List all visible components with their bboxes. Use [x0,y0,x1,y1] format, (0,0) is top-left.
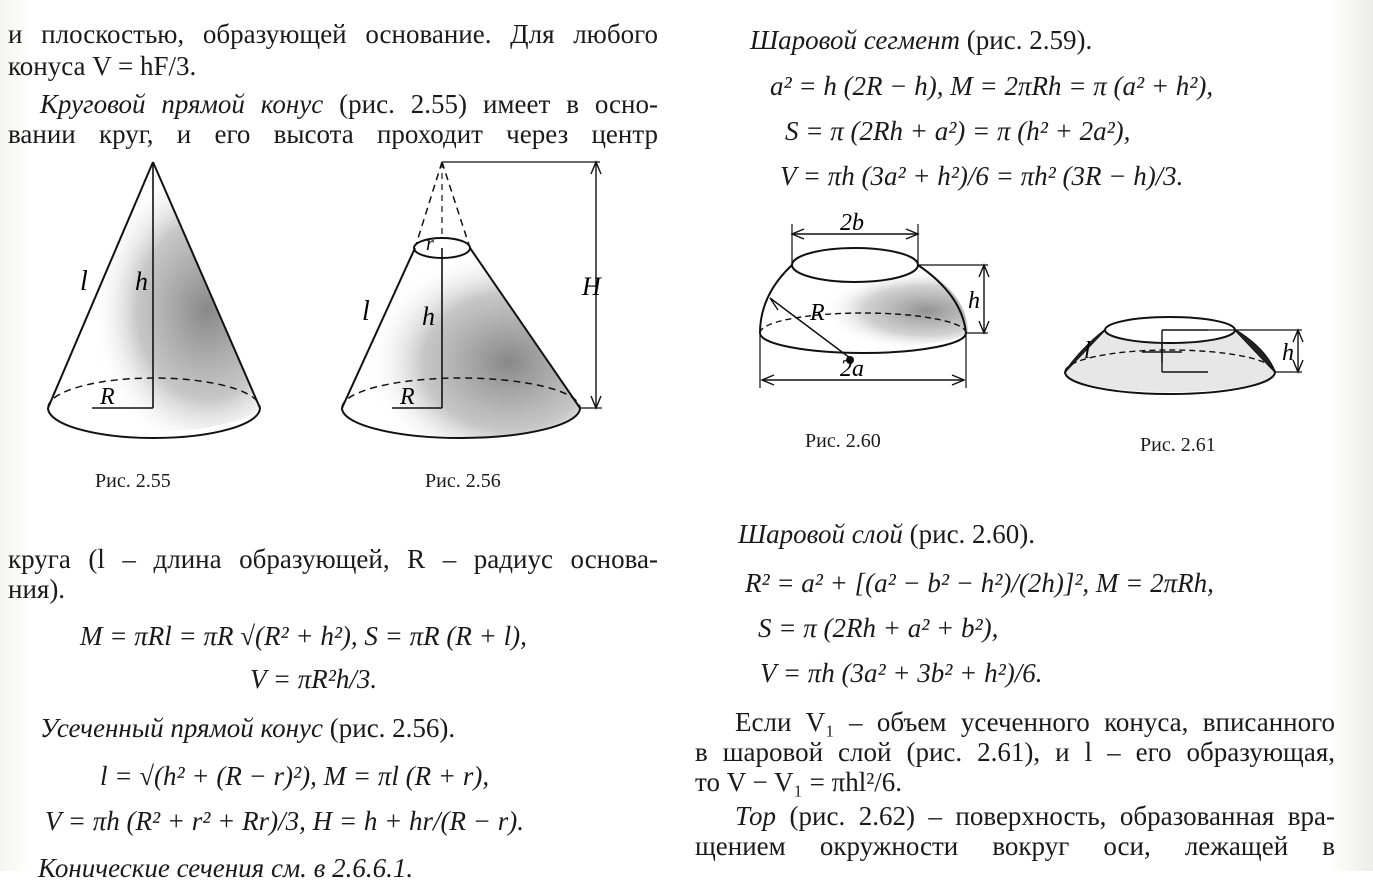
formula-layer-S: S = π (2Rh + a² + b²), [758,613,999,643]
label-l: l [1084,338,1091,364]
label-R: R [100,384,115,410]
formula-frustum-volume: V = πh (R² + r² + Rr)/3, H = h + hr/(R − r). [45,806,525,836]
formula-layer-V: V = πh (3a² + 3b² + h²)/6. [760,658,1043,688]
paragraph-line [735,800,1335,832]
formula-segment-S: S = π (2Rh + a²) = π (h² + 2a²), [785,116,1131,146]
term-spherical-layer: Шаровой слой [738,519,903,549]
label-h: h [135,267,148,296]
text-span: (рис. 2.56). [323,713,456,743]
label-2a: 2a [840,356,864,382]
figure-caption-2-56: Рис. 2.56 [425,470,501,492]
paragraph-line: конуса V = hF/3. [8,51,197,81]
paragraph-line [738,518,1035,550]
paragraph-line: ния). [8,574,66,604]
figure-2-56-frustum [330,150,620,450]
paragraph-line: в шаровой слой (рис. 2.61), и l – его образующая, [695,737,1335,767]
paragraph-line: щением окружности вокруг оси, лежащей в [695,831,1335,861]
formula-layer-R: R² = a² + [(a² − b² − h²)/(2h)]², M = 2πRh, [745,568,1214,598]
term-right-circular-cone: Круговой прямой конус [40,89,324,119]
paragraph-line [40,88,658,120]
label-l: l [362,296,370,327]
paragraph-line: то V − V₁ = πhl²/6. [695,767,903,797]
formula-segment-a: a² = h (2R − h), M = 2πRh = π (a² + h²), [770,71,1214,101]
paragraph-line: вании круг, и его высота проходит через центр [8,119,658,149]
text-span: (рис. 2.55) имеет в осно- [323,89,658,119]
paragraph-line: Конические сечения см. в 2.6.6.1. [38,853,414,883]
text-span: (рис. 2.62) – поверхность, образованная вра- [776,801,1335,831]
figure-caption-2-55: Рис. 2.55 [95,470,171,492]
term-torus: Тор [735,801,777,831]
label-h: h [968,288,980,314]
formula-cone-area: M = πRl = πR √(R² + h²), S = πR (R + l), [80,621,527,651]
paragraph-line [40,712,455,744]
figure-2-55-cone [30,150,280,450]
label-R: R [400,384,415,410]
text-span: (рис. 2.60). [902,519,1036,549]
term-spherical-segment: Шаровой сегмент [750,25,961,55]
figure-caption-2-61: Рис. 2.61 [1140,434,1216,456]
figure-2-61-layer-with-frustum [1060,300,1320,420]
figure-2-60-spherical-layer [740,210,1010,420]
label-H: H [582,272,601,301]
figure-caption-2-60: Рис. 2.60 [805,430,881,452]
label-l: l [80,266,88,297]
paragraph-line [750,24,1092,56]
formula-segment-V: V = πh (3a² + h²)/6 = πh² (3R − h)/3. [780,161,1184,191]
term-frustum: Усеченный прямой конус [40,713,323,743]
label-h: h [1282,340,1294,366]
paragraph-line: круга (l – длина образующей, R – радиус основа- [8,544,658,574]
formula-frustum-generatrix: l = √(h² + (R − r)²), M = πl (R + r), [100,761,490,791]
label-2b: 2b [840,210,864,236]
label-h: h [422,302,435,331]
label-R: R [810,300,825,326]
formula-cone-volume: V = πR²h/3. [250,664,378,694]
label-r: r [426,233,434,255]
paragraph-line: и плоскостью, образующей основание. Для любого [8,19,658,49]
text-span: (рис. 2.59). [960,25,1093,55]
paragraph-line: Если V₁ – объем усеченного конуса, вписанного [735,707,1335,737]
